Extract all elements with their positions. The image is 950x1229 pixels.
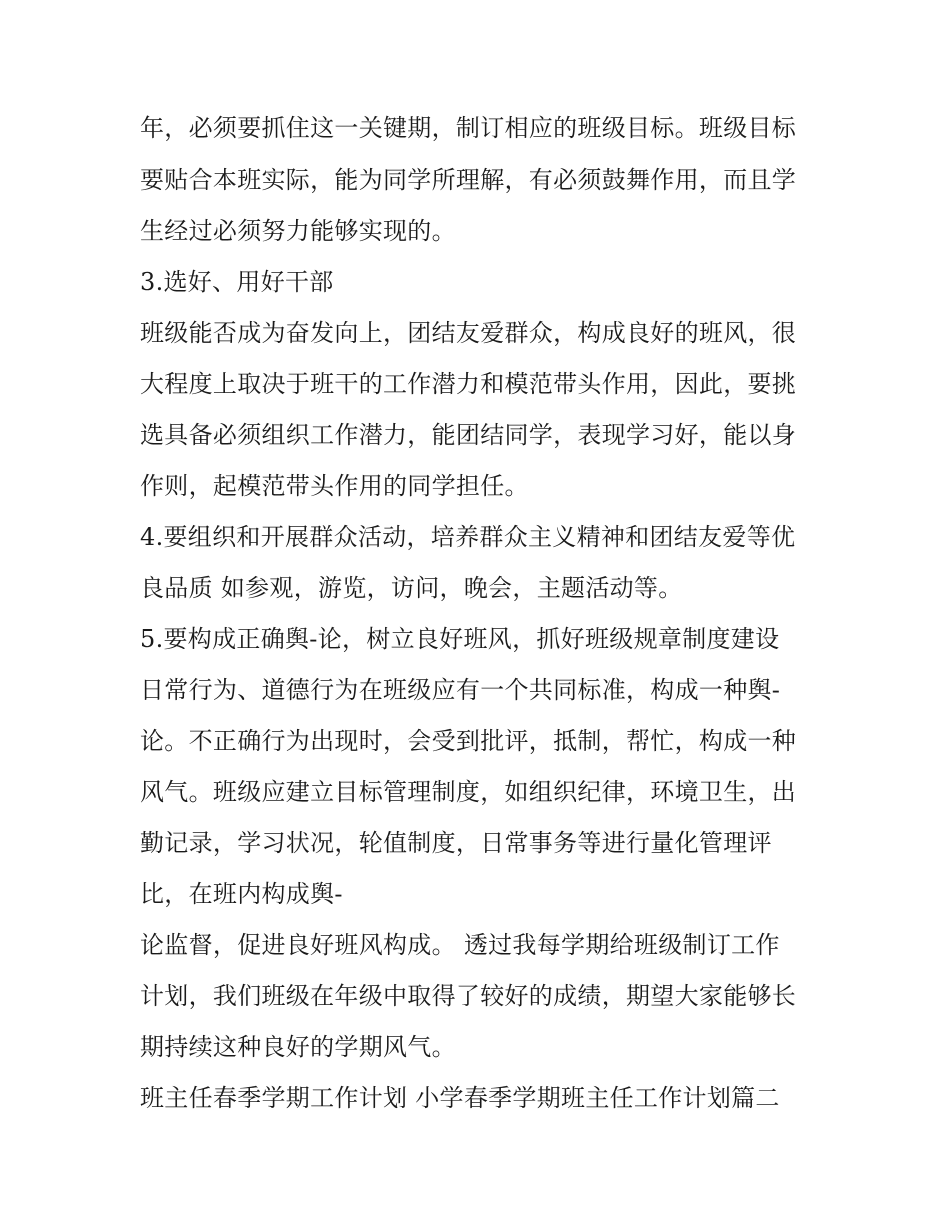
text-line: 要贴合本班实际，能为同学所理解，有必须鼓舞作用，而且学: [140, 166, 797, 194]
text-line: 良品质 如参观，游览，访问，晚会，主题活动等。: [140, 574, 683, 602]
text-line: 生经过必须努力能够实现的。: [140, 217, 456, 245]
text-line: 期持续这种良好的学期风气。: [140, 1033, 456, 1061]
text-line: 大程度上取决于班干的工作潜力和模范带头作用，因此，要挑: [140, 370, 797, 398]
text-line: 计划，我们班级在年级中取得了较好的成绩，期望大家能够长: [140, 982, 797, 1010]
section-heading: 4.要组织和开展群众活动，培养群众主义精神和团结友爱等优: [140, 523, 796, 551]
text-line: 选具备必须组织工作潜力，能团结同学，表现学习好，能以身: [140, 421, 797, 449]
text-line: 风气。班级应建立目标管理制度，如组织纪律，环境卫生，出: [140, 778, 797, 806]
document-title-line: 班主任春季学期工作计划 小学春季学期班主任工作计划篇二: [140, 1084, 780, 1112]
text-line: 比，在班内构成舆-: [140, 880, 343, 908]
text-line: 年，必须要抓住这一关键期，制订相应的班级目标。班级目标: [140, 114, 797, 142]
text-line: 班级能否成为奋发向上，团结友爱群众，构成良好的班风，很: [140, 319, 797, 347]
text-line: 作则，起模范带头作用的同学担任。: [140, 472, 529, 500]
text-line: 论监督，促进良好班风构成。 透过我每学期给班级制订工作: [140, 931, 780, 959]
section-heading: 5.要构成正确舆-论，树立良好班风，抓好班级规章制度建设: [140, 625, 780, 653]
text-line: 勤记录，学习状况，轮值制度，日常事务等进行量化管理评: [140, 829, 772, 857]
section-heading: 3.选好、用好干部: [140, 268, 334, 296]
text-line: 日常行为、道德行为在班级应有一个共同标准，构成一种舆-: [140, 676, 781, 704]
text-line: 论。不正确行为出现时，会受到批评，抵制，帮忙，构成一种: [140, 727, 797, 755]
